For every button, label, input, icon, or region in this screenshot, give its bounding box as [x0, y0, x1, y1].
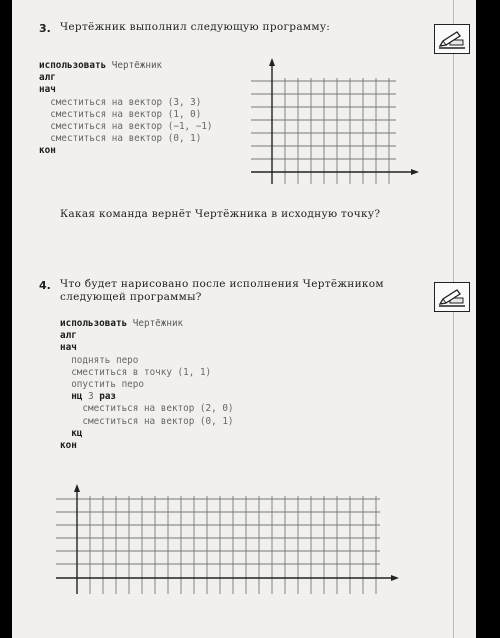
q3-code-line: сместиться на вектор (0, 1) [50, 133, 202, 145]
q3-use-keyword: использовать [39, 60, 107, 71]
pencil-writing-icon [434, 282, 470, 312]
q3-alg-keyword: алг [39, 72, 56, 84]
q4-end-keyword: кон [60, 440, 77, 452]
workbook-page [12, 0, 476, 638]
q4-text [60, 278, 384, 304]
q3-grid [240, 56, 420, 188]
q4-loop-line: сместиться на вектор (2, 0) [82, 403, 234, 415]
page-margin-line [453, 0, 454, 638]
q3-code-line: сместиться на вектор (−1, −1) [50, 121, 213, 133]
q4-alg-keyword: алг [60, 330, 77, 342]
q3-code-line: сместиться на вектор (3, 3) [50, 96, 202, 108]
q4-loop-word: раз [99, 391, 117, 403]
q4-code-line: опустить перо [71, 379, 144, 391]
q3-program [39, 60, 213, 158]
q4-start-keyword: нач [60, 342, 77, 354]
q4-loop-end-keyword: кц [71, 427, 83, 439]
q4-grid [50, 482, 410, 598]
q4-text-line2: следующей программы? [60, 291, 202, 303]
q4-program [60, 318, 234, 452]
q4-number: 4. [39, 279, 51, 292]
q3-start-keyword: нач [39, 84, 56, 96]
q3-text: Чертёжник выполнил следующую программу: [60, 21, 331, 33]
q4-loop-keyword: нц [71, 391, 83, 403]
q4-use-name: Чертёжник [132, 318, 184, 329]
q3-use-name: Чертёжник [111, 60, 163, 71]
q4-code-line: сместиться в точку (1, 1) [71, 366, 212, 378]
q4-code-line: поднять перо [71, 354, 139, 366]
q4-use-keyword: использовать [60, 318, 128, 329]
q4-loop-count: 3 [88, 391, 94, 403]
q3-end-keyword: кон [39, 145, 56, 157]
pencil-writing-icon [434, 24, 470, 54]
q3-question: Какая команда вернёт Чертёжника в исходную точку? [60, 208, 381, 220]
q4-loop-line: сместиться на вектор (0, 1) [82, 415, 234, 427]
q3-number: 3. [39, 22, 51, 35]
q3-code-line: сместиться на вектор (1, 0) [50, 108, 202, 120]
q4-text-line1: Что будет нарисовано после исполнения Чертёжником [60, 278, 384, 290]
